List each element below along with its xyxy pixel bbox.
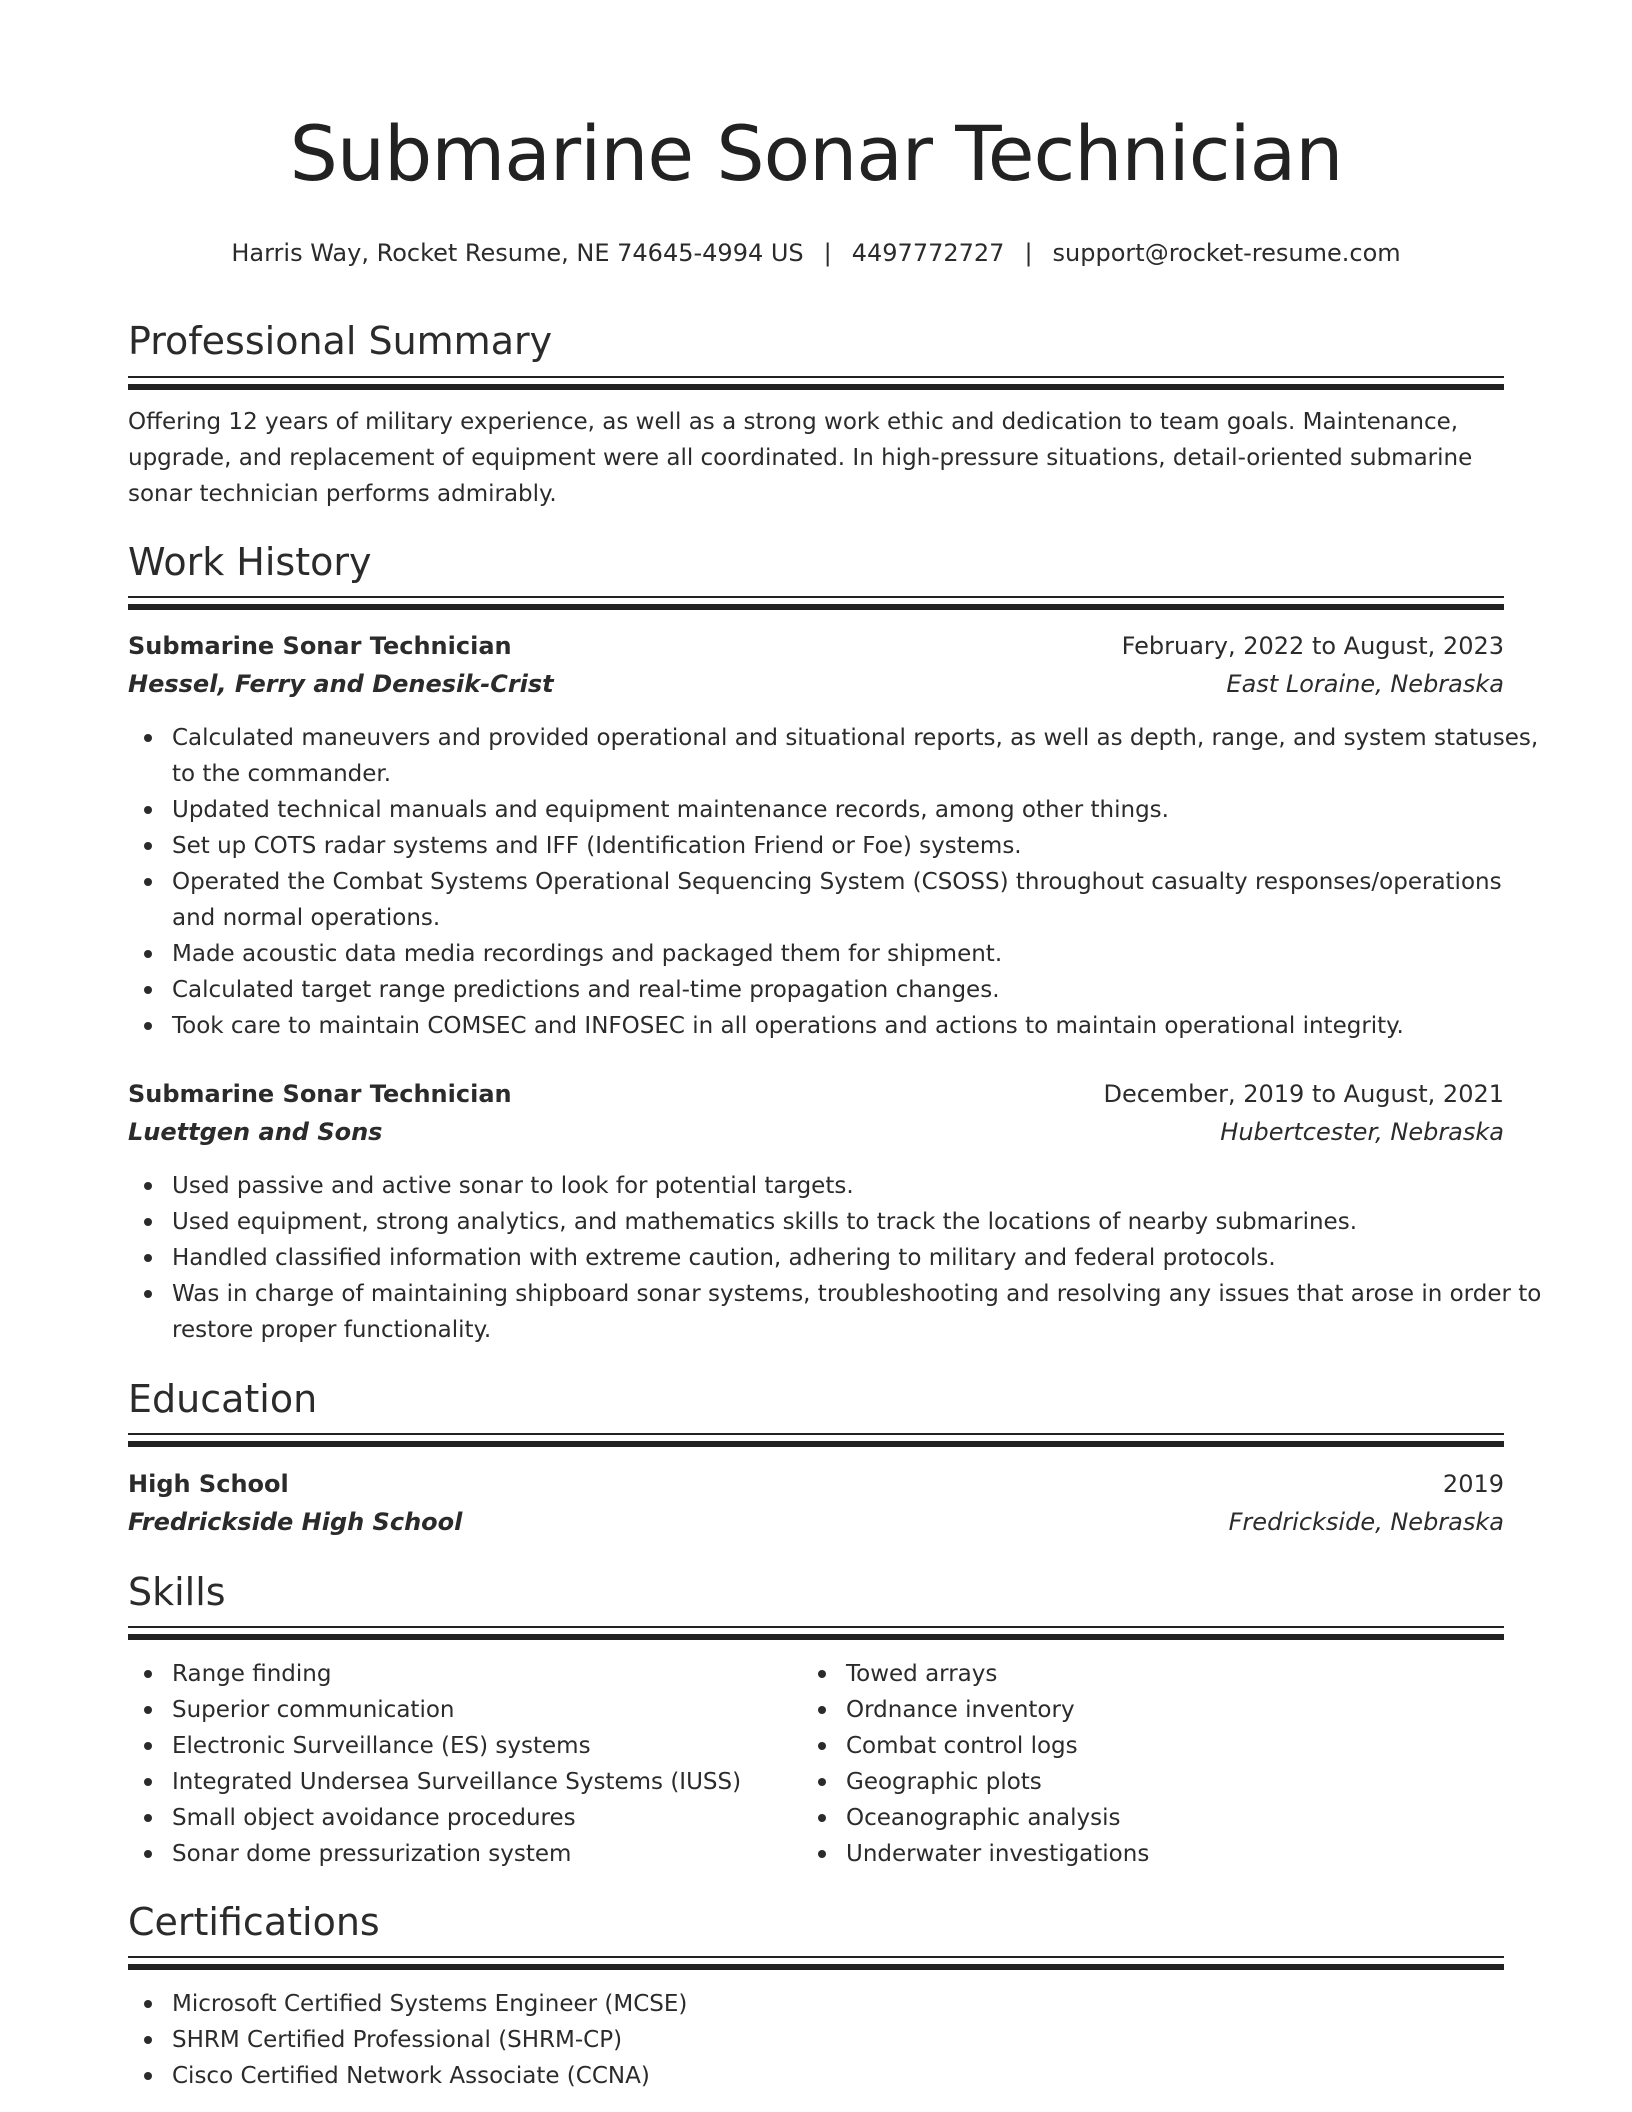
- section-divider: [128, 1626, 1504, 1637]
- certifications-list: [128, 1986, 1552, 2094]
- section-divider: [128, 1956, 1504, 1967]
- education-degree: High School: [128, 1470, 289, 1498]
- list-item: Made acoustic data media recordings and packaged them for shipment.: [172, 936, 1552, 972]
- job-location: Hubertcester, Nebraska: [1220, 1118, 1504, 1146]
- job-company: Hessel, Ferry and Denesik-Crist: [128, 670, 554, 698]
- section-heading-summary: Professional Summary: [128, 319, 553, 363]
- list-item: Handled classified information with extreme caution, adhering to military and federal protocols.: [172, 1240, 1552, 1276]
- education-school: Fredrickside High School: [128, 1508, 463, 1536]
- list-item: Electronic Surveillance (ES) systems: [172, 1728, 792, 1764]
- list-item: Used equipment, strong analytics, and mathematics skills to track the locations of nearby submarines.: [172, 1204, 1552, 1240]
- contact-separator: |: [1024, 239, 1033, 267]
- list-item: Combat control logs: [846, 1728, 1466, 1764]
- job-company: Luettgen and Sons: [128, 1118, 383, 1146]
- list-item: Superior communication: [172, 1692, 792, 1728]
- contact-email: support@rocket-resume.com: [1052, 239, 1401, 267]
- list-item: Small object avoidance procedures: [172, 1800, 792, 1836]
- section-divider: [128, 596, 1504, 607]
- list-item: Cisco Certified Network Associate (CCNA): [172, 2058, 1552, 2094]
- list-item: Was in charge of maintaining shipboard sonar systems, troubleshooting and resolving any issues that arose in order to restore proper functionality.: [172, 1276, 1552, 1348]
- section-divider: [128, 376, 1504, 387]
- section-heading-education: Education: [128, 1377, 318, 1421]
- list-item: Ordnance inventory: [846, 1692, 1466, 1728]
- section-divider: [128, 1433, 1504, 1444]
- list-item: Calculated maneuvers and provided operational and situational reports, as well as depth, range, and system statuses, to the commander.: [172, 720, 1552, 792]
- education-subheader: [128, 1504, 1504, 1540]
- job-subheader: [128, 1114, 1504, 1150]
- list-item: Microsoft Certified Systems Engineer (MCSE): [172, 1986, 1552, 2022]
- list-item: Took care to maintain COMSEC and INFOSEC in all operations and actions to maintain operational integrity.: [172, 1008, 1552, 1044]
- list-item: Towed arrays: [846, 1656, 1466, 1692]
- job-location: East Loraine, Nebraska: [1226, 670, 1504, 698]
- job-header: [128, 628, 1504, 664]
- education-location: Fredrickside, Nebraska: [1228, 1508, 1504, 1536]
- skills-list-right: [802, 1656, 1466, 1872]
- list-item: Operated the Combat Systems Operational Sequencing System (CSOSS) throughout casualty responses/operations and normal operations.: [172, 864, 1552, 936]
- job-header: [128, 1076, 1504, 1112]
- education-header: [128, 1466, 1504, 1502]
- job-bullet-list: [128, 1168, 1552, 1348]
- contact-phone: 4497772727: [851, 239, 1005, 267]
- job-dates: December, 2019 to August, 2021: [1103, 1080, 1504, 1108]
- summary-text: Offering 12 years of military experience, as well as a strong work ethic and dedication to team goals. Maintenance, upgrade, and replacement of equipment were all coordinated. In high-pressure situations, detail-oriented submarine sonar technician performs admirably.: [128, 409, 1473, 507]
- section-heading-work-history: Work History: [128, 540, 372, 584]
- list-item: Set up COTS radar systems and IFF (Identification Friend or Foe) systems.: [172, 828, 1552, 864]
- job-subheader: [128, 666, 1504, 702]
- skills-list-left: [128, 1656, 792, 1872]
- contact-separator: |: [823, 239, 832, 267]
- list-item: Sonar dome pressurization system: [172, 1836, 792, 1872]
- list-item: Calculated target range predictions and real-time propagation changes.: [172, 972, 1552, 1008]
- list-item: Range finding: [172, 1656, 792, 1692]
- section-heading-skills: Skills: [128, 1570, 226, 1614]
- job-title: Submarine Sonar Technician: [128, 632, 512, 660]
- list-item: Geographic plots: [846, 1764, 1466, 1800]
- job-bullet-list: [128, 720, 1552, 1044]
- job-dates: February, 2022 to August, 2023: [1121, 632, 1504, 660]
- list-item: Integrated Undersea Surveillance Systems (IUSS): [172, 1764, 792, 1800]
- list-item: Updated technical manuals and equipment maintenance records, among other things.: [172, 792, 1552, 828]
- contact-line: [0, 239, 1632, 267]
- list-item: Oceanographic analysis: [846, 1800, 1466, 1836]
- section-heading-certifications: Certifications: [128, 1900, 380, 1944]
- education-year: 2019: [1442, 1470, 1504, 1498]
- job-title: Submarine Sonar Technician: [128, 1080, 512, 1108]
- list-item: Used passive and active sonar to look for potential targets.: [172, 1168, 1552, 1204]
- list-item: SHRM Certified Professional (SHRM-CP): [172, 2022, 1552, 2058]
- contact-address: Harris Way, Rocket Resume, NE 74645-4994 US: [231, 239, 804, 267]
- resume-title: Submarine Sonar Technician: [289, 109, 1343, 198]
- list-item: Underwater investigations: [846, 1836, 1466, 1872]
